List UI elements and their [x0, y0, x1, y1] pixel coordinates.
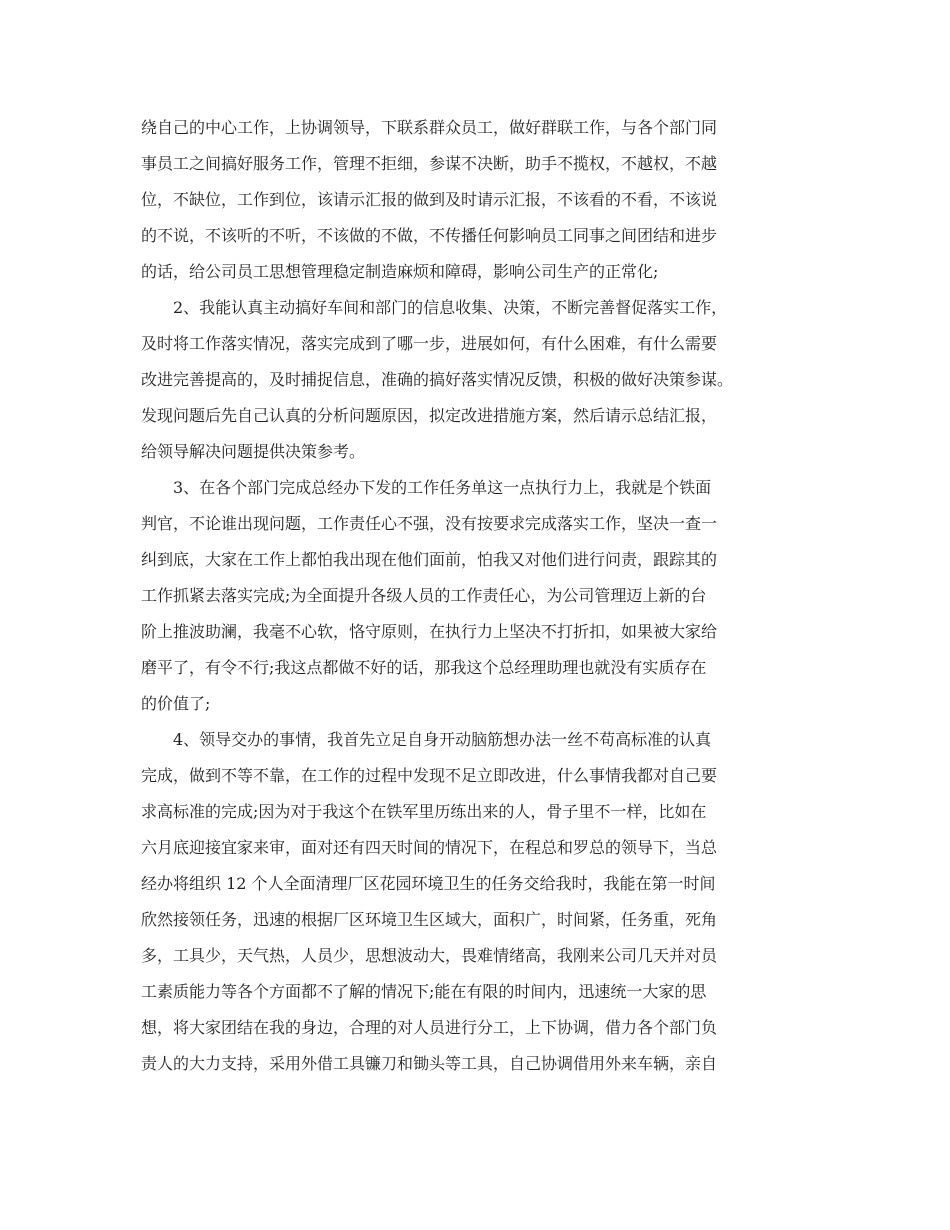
text-line: 的不说，不该听的不听，不该做的不做，不传播任何影响员工同事之间团结和进步: [141, 226, 718, 245]
text-line: 工作抓紧去落实完成;为全面提升各级人员的工作责任心，为公司管理迈上新的台: [141, 586, 707, 605]
text-line: 2、我能认真主动搞好车间和部门的信息收集、决策，不断完善督促落实工作，: [173, 298, 728, 317]
text-line: 的话，给公司员工思想管理稳定制造麻烦和障碍，影响公司生产的正常化;: [141, 262, 659, 281]
text-line: 及时将工作落实情况，落实完成到了哪一步，进展如何，有什么困难，有什么需要: [141, 334, 718, 353]
text-line: 的价值了;: [141, 694, 211, 713]
text-line: 3、在各个部门完成总经办下发的工作任务单这一点执行力上，我就是个铁面: [173, 478, 712, 497]
text-line: 责人的大力支持，采用外借工具镰刀和锄头等工具，自己协调借用外来车辆，亲自: [141, 1054, 718, 1073]
text-line: 求高标准的完成;因为对于我这个在铁军里历练出来的人，骨子里不一样，比如在: [141, 802, 707, 821]
text-line: 六月底迎接宜家来审，面对还有四天时间的情况下，在程总和罗总的领导下，当总: [141, 838, 718, 857]
text-line: 改进完善提高的，及时捕捉信息，准确的搞好落实情况反馈，积极的做好决策参谋。: [141, 370, 734, 389]
text-line: 磨平了，有令不行;我这点都做不好的话，那我这个总经理助理也就没有实质存在: [141, 658, 707, 677]
text-line: 给领导解决问题提供决策参考。: [141, 442, 366, 461]
text-line: 4、领导交办的事情，我首先立足自身开动脑筋想办法一丝不苟高标准的认真: [173, 730, 712, 749]
text-line: 发现问题后先自己认真的分析问题原因，拟定改进措施方案，然后请示总结汇报，: [141, 406, 718, 425]
text-line: 绕自己的中心工作，上协调领导，下联系群众员工，做好群联工作，与各个部门同: [141, 118, 718, 137]
document-body: [141, 110, 831, 1082]
text-line: 想，将大家团结在我的身边，合理的对人员进行分工，上下协调，借力各个部门负: [141, 1018, 718, 1037]
text-line: 阶上推波助澜，我毫不心软，恪守原则，在执行力上坚决不打折扣，如果被大家给: [141, 622, 718, 641]
text-line: 位，不缺位，工作到位，该请示汇报的做到及时请示汇报，不该看的不看，不该说: [141, 190, 718, 209]
text-line: 完成，做到不等不靠，在工作的过程中发现不足立即改进，什么事情我都对自己要: [141, 766, 718, 785]
text-line: 经办将组织 12 个人全面清理厂区花园环境卫生的任务交给我时，我能在第一时间: [141, 874, 716, 893]
text-line: 纠到底，大家在工作上都怕我出现在他们面前，怕我又对他们进行问责，跟踪其的: [141, 550, 718, 569]
text-line: 多，工具少，天气热，人员少，思想波动大，畏难情绪高，我刚来公司几天并对员: [141, 946, 718, 965]
text-line: 事员工之间搞好服务工作，管理不拒细，参谋不决断，助手不揽权，不越权，不越: [141, 154, 718, 173]
text-line: 工素质能力等各个方面都不了解的情况下;能在有限的时间内，迅速统一大家的思: [141, 982, 707, 1001]
text-line: 欣然接领任务，迅速的根据厂区环境卫生区域大，面积广，时间紧，任务重，死角: [141, 910, 718, 929]
text-line: 判官，不论谁出现问题，工作责任心不强，没有按要求完成落实工作，坚决一查一: [141, 514, 718, 533]
